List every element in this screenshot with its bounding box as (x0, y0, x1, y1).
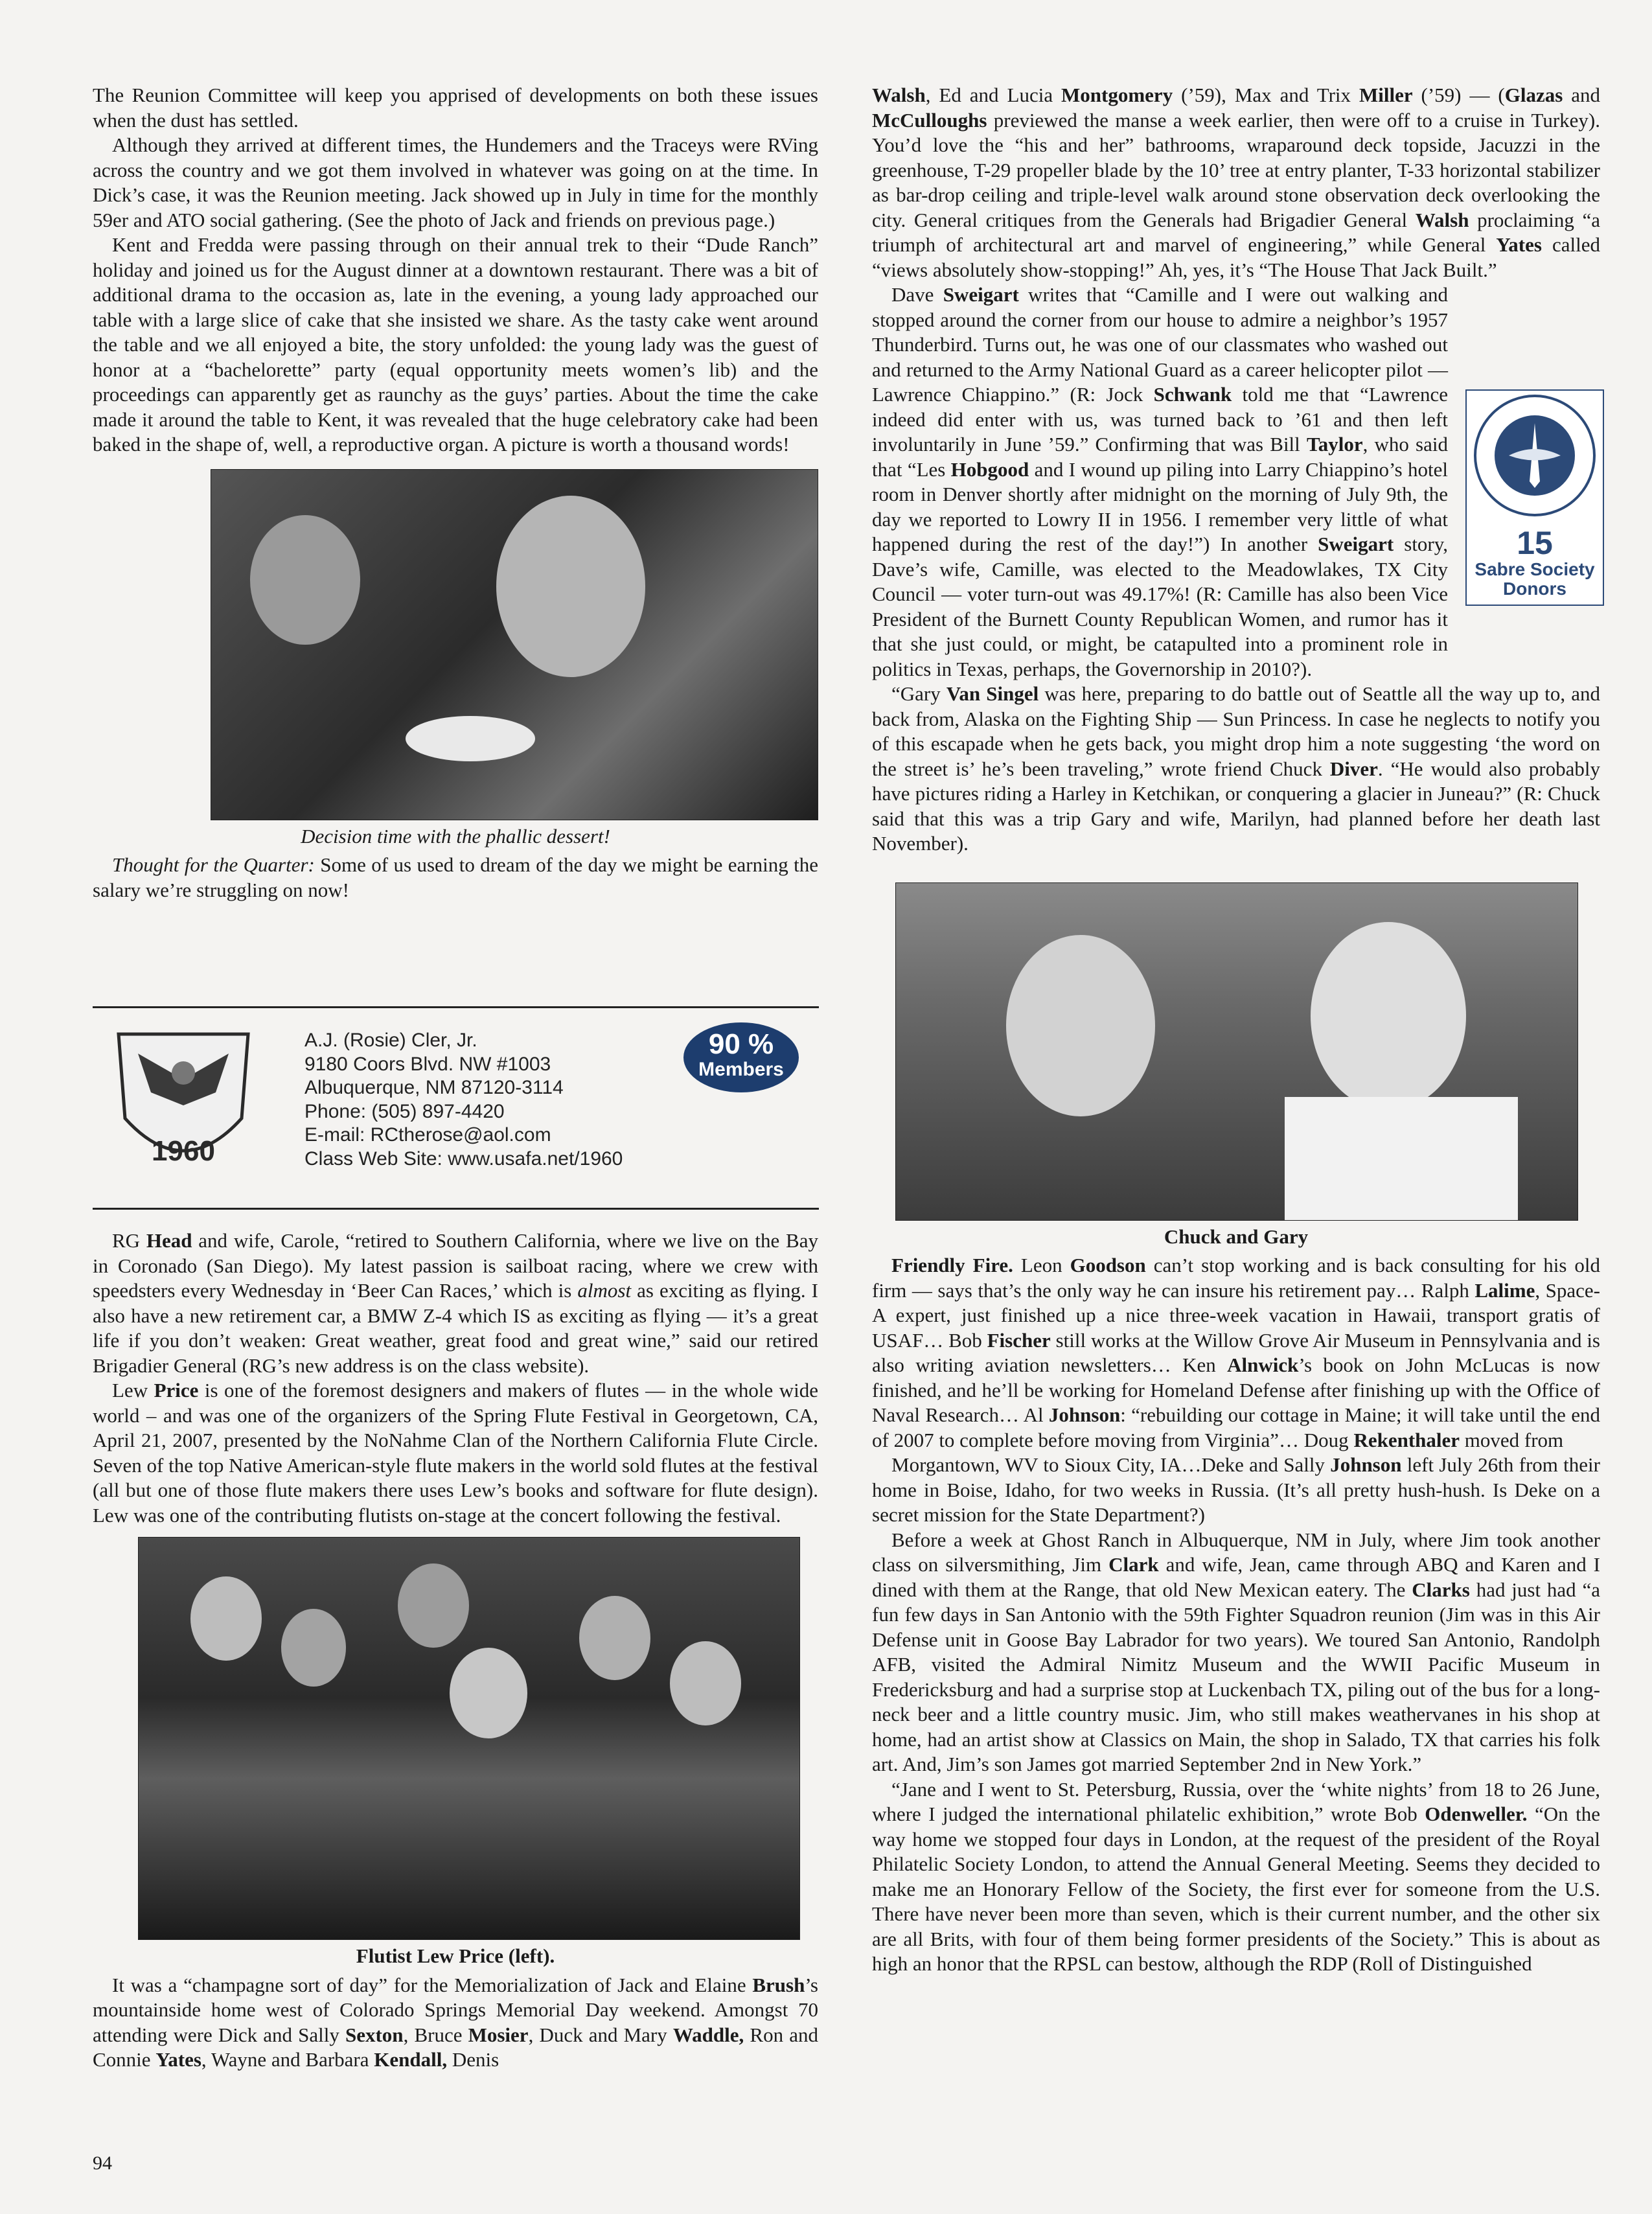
sabre-society-box: 15 Sabre Society Donors (1465, 389, 1604, 606)
cake-photo (211, 469, 818, 820)
photo-caption: Decision time with the phallic dessert! (301, 824, 610, 848)
paragraph: “Gary Van Singel was here, preparing to do battle out of Seattle all the way up to, and back from, Alaska on the Fighting Ship — Sun Princess. In case he neglects to notify you of this escapade when he gets back, you might drop him a note suggesting ‘the word on the street is’ he’s been traveling,” wrote friend Chuck Diver. “He would also probably have pictures riding a Harley in Ketchikan, or conquering a glacier in Juneau?” (R: Chuck said that this was a trip Gary and wife, Marilyn, had planned before her death last November). (872, 682, 1601, 855)
paragraph: Walsh, Ed and Lucia Montgomery (’59), Max and Trix Miller (’59) — (Glazas and McCulloughs previewed the manse a week earlier, then were off to a cruise in Turkey). You’d love the “his and her” bathrooms, wraparound deck topside, Jacuzzi in the greenhouse, T-29 propeller blade by the 10’ tree at entry planter, T-33 horizontal stabilizer as bar-drop ceiling and triple-level walk around stone observation deck overlooking the city. General critiques from the Generals had Brigadier General Walsh proclaiming “a triumph of architectural art and marvel of engineering,” while General Yates called “views absolutely show-stopping!” Ah, yes, it’s “The House That Jack Built.” (872, 84, 1601, 281)
paragraph: Before a week at Ghost Ranch in Albuquerque, NM in July, where Jim took another class on silversmithing, Jim Clark and wife, Jean, came through ABQ and Karen and I dined with them at the Range, that old New Mexican eatery. The Clarks had just had “a fun few days in San Antonio with the 59th Fighter Squadron reunion (Jim was in this Air Defense unit in Goose Bay Labrador for two years). We toured San Antonio, Randolph AFB, visited the Admiral Nimitz Museum and the WWII Pacific Museum in Fredericksburg and had a surprise stop at Luckenbach TX, piling out of the bus for a long-neck beer and a little country music. Jim, who still makes weathervanes in his shop at home, had an artist show at Classics on Main, the shop in Salado, TX that carries his folk art. And, Jim’s son James got married September 2nd in New York.” (872, 1528, 1601, 1775)
paragraph: RG Head and wife, Carole, “retired to Southern California, where we live on the Bay in Coronado (San Diego). My latest passion is sailboat racing, where we crew with speedsters every Wednesday in ‘Beer Can Races,’ which is almost as exciting as flying. I also have a new retirement car, a BMW Z-4 which IS as exciting as flying — it’s a great life if you don’t weaken: Great weather, great food and great wine,” said our retired Brigadier General (RG’s new address is on the class website). (93, 1229, 818, 1377)
thought-paragraph: Thought for the Quarter: Some of us used to dream of the day we might be earning the salary we’re struggling on now! (93, 853, 818, 901)
paragraph: Kent and Fredda were passing through on their annual trek to their “Dude Ranch” holiday and joined us for the August dinner at a downtown restaurant. There was a bit of additional drama to the occasion as, late in the evening, a young lady approached our table with a large slice of cake that she insisted we share. As the tasty cake went around the table and we all enjoyed a bite, the story unfolded: the young lady was the guest of honor at a “bachelorette” party (equal opportunity meets women’s lib) and the proceedings can apparently get as raunchy as the guys’ parties. About the time the cake made it around the table to Kent, it was revealed that the huge celebratory cake had been baked in the shape of, well, a reproductive organ. A picture is worth a thousand words! (93, 233, 818, 455)
members-badge: 90 % Members (683, 1022, 799, 1092)
left-column-bottom (93, 1228, 818, 2073)
svg-text:1960: 1960 (152, 1135, 215, 1167)
contact-email[interactable]: E-mail: RCtherose@aol.com (304, 1124, 551, 1146)
contact-address-line: 9180 Coors Blvd. NW #1003 (304, 1053, 551, 1075)
section-rule (93, 1006, 819, 1008)
contact-phone: Phone: (505) 897-4420 (304, 1100, 505, 1122)
paragraph: Lew Price is one of the foremost designers and makers of flutes — in the whole wide world – and was one of the organizers of the Spring Flute Festival in Georgetown, CA, April 21, 2007, presented by the NoNahme Clan of the Northern California Flute Circle. Seven of the top Native American-style flute makers in the world sold flutes at the festival (all but one of those flute makers there uses Lew’s books and software for flute design). Lew was one of the contributing flutists on-stage at the concert following the festival. (93, 1379, 818, 1527)
class-contact-block (93, 1009, 819, 1204)
paragraph: The Reunion Committee will keep you apprised of developments on both these issues when the dust has settled. (93, 84, 818, 132)
contact-name: A.J. (Rosie) Cler, Jr. (304, 1030, 477, 1051)
flute-festival-photo (138, 1537, 800, 1940)
paragraph: It was a “champagne sort of day” for the Memorialization of Jack and Elaine Brush’s mountainside home west of Colorado Springs Memorial Day weekend. Amongst 70 attending were Dick and Sally Sexton, Bruce Mosier, Duck and Mary Waddle, Ron and Connie Yates, Wayne and Barbara Kendall, Denis (93, 1973, 818, 2071)
page-number: 94 (93, 2152, 112, 2174)
contact-address-line: Albuquerque, NM 87120-3114 (304, 1077, 564, 1098)
contact-website[interactable]: Class Web Site: www.usafa.net/1960 (304, 1147, 623, 1170)
paragraph: Morgantown, WV to Sioux City, IA…Deke and Sally Johnson left July 26th from their home in Boise, Idaho, for two weeks in Russia. (It’s all pretty hush-hush. Is Deke on a secret mission for the State Department?) (872, 1453, 1600, 1526)
class-crest-icon (112, 1021, 255, 1190)
section-rule (93, 1208, 819, 1210)
paragraph: Although they arrived at different times, the Hundemers and the Traceys were RVing across the country and we got them involved in whatever was going on at the time. In Dick’s case, it was the Reunion meeting. Jack showed up in July in time for the monthly 59er and ATO social gathering. (See the photo of Jack and friends on previous page.) (93, 133, 818, 231)
chuck-and-gary-photo (895, 882, 1578, 1221)
contact-address (304, 1029, 623, 1171)
paragraph: “Jane and I went to St. Petersburg, Russia, over the ‘white nights’ from 18 to 26 June, where I judged the international philatelic exhibition,” wrote Bob Odenweller. “On the way home we stopped four days in London, at the request of the president of the Royal Philatelic Society London, to attend the Annual General Meeting. Seems they decided to make me an Honorary Fellow of the Society, the first ever for someone from the U.S. There have never been more than seven, which is their current number, and the other six are all Brits, with four of them being former presidents of the Society.” This is about as high an honor that the RPSL can bestow, although the RDP (Roll of Distinguished (872, 1777, 1600, 1975)
sabre-society-seal-icon (1470, 391, 1600, 520)
paragraph: Friendly Fire. Leon Goodson can’t stop working and is back consulting for his old firm — says that’s the only way he can insure his retirement pay… Ralph Lalime, Space-A expert, just finished up a nice three-week vacation in Hawaii, transport gratis of USAF… Bob Fischer still works at the Willow Grove Air Museum in Pennsylvania and is also writing aviation newsletters… Ken Alnwick’s book on John McLucas is now finished, and he’ll be working for Homeland Defense after finishing up with the Office of Naval Research… Al Johnson: “rebuilding our cottage in Maine; it will take until the end of 2007 to complete before moving from Virginia”… Doug Rekenthaler moved from (872, 1254, 1601, 1451)
left-column (93, 83, 818, 903)
photo-caption: Chuck and Gary (1164, 1225, 1309, 1248)
paragraph: Dave Sweigart writes that “Camille and I were out walking and stopped around the corner from our house to admire a neighbor’s 1957 Thunderbird. Turns out, he was one of our classmates who washed out and returned to the Army National Guard as a career helicopter pilot — Lawrence Chiappino.” (R: Jock Schwank told me that “Lawrence indeed did enter with us, was turned back to ’61 and then left involuntarily in June ’59.” Confirming that was Bill Taylor, who said that “Les Hobgood and I wound up piling into Larry Chiappino’s hotel room in Denver shortly after midnight on the morning of July 9th, the day we reported to Lowry II in 1956. I remember very little of what happened during the rest of the day!”) In another Sweigart story, Dave’s wife, Camille, was elected to the Meadowlakes, TX City Council — voter turn-out was 49.17%! (R: Camille has also been Vice President of the Burnett County Republican Women, and rumor has it that she just could, or might, be catapulted into a prominent role in politics in Texas, perhaps, the Governorship in 2010?). (872, 283, 1448, 680)
right-column (872, 83, 1600, 1977)
photo-caption: Flutist Lew Price (left). (356, 1944, 555, 1967)
